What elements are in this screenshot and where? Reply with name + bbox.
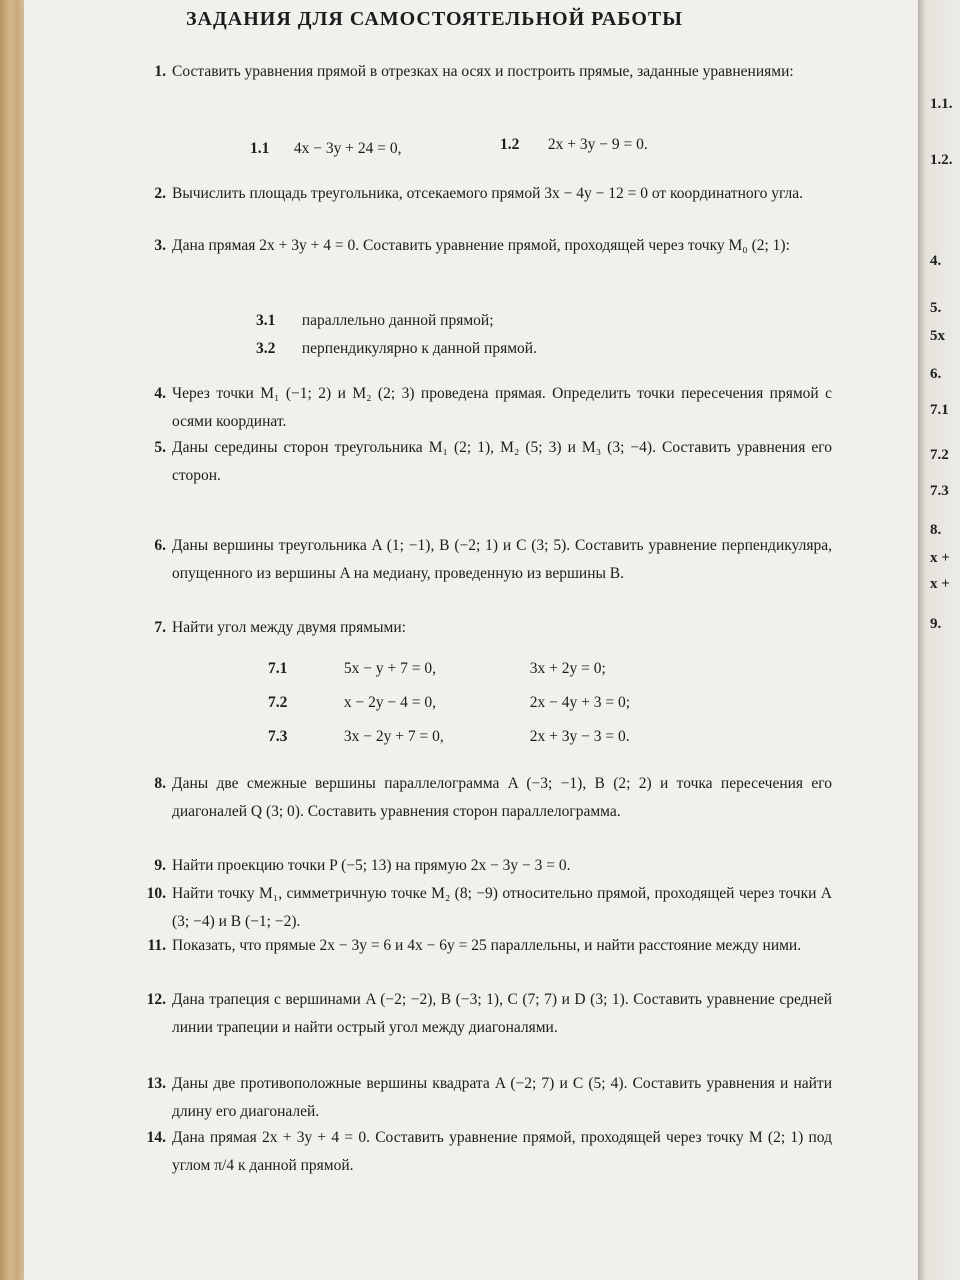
subitem-text: перпендикулярно к данной прямой. (301, 340, 537, 357)
exercise-number: 1. (154, 63, 166, 80)
adjacent-page-fragment: 8. (930, 522, 942, 538)
exercise-text: Дана прямая 2x + 3y + 4 = 0. Составить уравнение прямой, проходящей через точку M (2; 1) под углом π/4 к данной прямой. (172, 1129, 832, 1174)
adjacent-page-fragment: 5. (930, 300, 942, 316)
exercise-number: 5. (154, 439, 166, 456)
adjacent-page-fragment: 7.3 (930, 483, 949, 499)
exercise-number: 7. (154, 619, 166, 636)
subitem-label: 1.2 (500, 136, 520, 153)
adjacent-page-fragment: 7.2 (930, 447, 949, 463)
subitem-7-2 (268, 694, 630, 712)
equation: x − 2y − 4 = 0, (343, 694, 436, 711)
exercise-text: Найти проекцию точки P (−5; 13) на прямую 2x − 3y − 3 = 0. (172, 857, 571, 874)
subitem-label: 7.3 (268, 728, 288, 745)
subitem-3-1 (256, 312, 494, 330)
adjacent-page-fragment: 1.2. (930, 152, 953, 168)
exercise-text: Даны середины сторон треугольника M₁ (2; 1), M₂ (5; 3) и M₃ (3; −4). Составить уравнения его сторон. (172, 439, 832, 484)
exercise-number: 4. (154, 385, 166, 402)
subitem-label: 3.2 (256, 340, 276, 357)
exercise-number: 10. (146, 885, 166, 902)
exercise-11 (132, 932, 832, 960)
exercise-text: Даны две смежные вершины параллелограмма A (−3; −1), B (2; 2) и точка пересечения его диагоналей Q (3; 0). Составить уравнения сторон параллелограмма. (172, 775, 832, 820)
exercise-text: Даны две противоположные вершины квадрата A (−2; 7) и C (5; 4). Составить уравнения и найти длину его диагоналей. (172, 1075, 832, 1120)
equation: 2x + 3y − 9 = 0. (547, 136, 648, 153)
adjacent-page-fragment: 1.1. (930, 96, 953, 112)
adjacent-page-fragment: 6. (930, 366, 942, 382)
subitem-label: 7.1 (268, 660, 288, 677)
exercise-5 (132, 434, 832, 490)
subitem-label: 1.1 (250, 140, 270, 157)
subitem-3-2 (256, 340, 537, 358)
exercise-number: 8. (154, 775, 166, 792)
page-title: ЗАДАНИЯ ДЛЯ САМОСТОЯТЕЛЬНОЙ РАБОТЫ (186, 8, 683, 30)
adjacent-page-fragment: 4. (930, 253, 942, 269)
exercise-8 (132, 770, 832, 826)
subitem-text: параллельно данной прямой; (301, 312, 494, 329)
exercise-3 (132, 232, 832, 260)
subitem-1-2 (500, 136, 648, 154)
subitem-label: 7.2 (268, 694, 288, 711)
exercise-7 (132, 614, 832, 642)
exercise-12 (132, 986, 832, 1042)
adjacent-page-fragment: 5x (930, 328, 945, 344)
exercise-text: Через точки M₁ (−1; 2) и M₂ (2; 3) проведена прямая. Определить точки пересечения прямой с осями координат. (172, 385, 832, 430)
subitem-1-1 (250, 140, 401, 158)
exercise-4 (132, 380, 832, 436)
equation: 3x − 2y + 7 = 0, (343, 728, 444, 745)
equation: 4x − 3y + 24 = 0, (293, 140, 402, 157)
exercise-1 (132, 58, 832, 86)
adjacent-page-strip (918, 0, 960, 1280)
subitem-label: 3.1 (256, 312, 276, 329)
exercise-9 (132, 852, 832, 880)
exercise-text: Показать, что прямые 2x − 3y = 6 и 4x − 6y = 25 параллельны, и найти расстояние между ними. (172, 937, 802, 954)
exercise-text: Дана прямая 2x + 3y + 4 = 0. Составить уравнение прямой, проходящей через точку M₀ (2; 1): (172, 237, 790, 254)
exercise-10 (132, 880, 832, 936)
exercise-number: 2. (154, 185, 166, 202)
adjacent-page-fragment: 9. (930, 616, 942, 632)
exercise-2 (132, 180, 832, 208)
exercise-number: 13. (146, 1075, 166, 1092)
exercise-6 (132, 532, 832, 588)
equation: 2x + 3y − 3 = 0. (529, 728, 630, 745)
exercise-text: Составить уравнения прямой в отрезках на осях и построить прямые, заданные уравнениями: (172, 63, 794, 80)
subitem-7-1 (268, 660, 606, 678)
exercise-text: Найти угол между двумя прямыми: (172, 619, 406, 636)
exercise-number: 6. (154, 537, 166, 554)
exercise-14 (132, 1124, 832, 1180)
exercise-text: Найти точку M₁, симметричную точке M₂ (8; −9) относительно прямой, проходящей через точки A (3; −4) и B (−1; −2). (172, 885, 832, 930)
adjacent-page-fragment: 7.1 (930, 402, 949, 418)
exercise-number: 11. (147, 937, 166, 954)
equation: 2x − 4y + 3 = 0; (529, 694, 631, 711)
equation: 3x + 2y = 0; (529, 660, 606, 677)
exercise-text: Даны вершины треугольника A (1; −1), B (−2; 1) и C (3; 5). Составить уравнение перпендикуляра, опущенного из вершины A на медиану, проведенную из вершины B. (172, 537, 832, 582)
exercise-number: 12. (146, 991, 166, 1008)
exercise-number: 14. (146, 1129, 166, 1146)
subitem-7-3 (268, 728, 630, 746)
exercise-number: 3. (154, 237, 166, 254)
adjacent-page-fragment: x + (930, 576, 950, 592)
exercise-13 (132, 1070, 832, 1126)
equation: 5x − y + 7 = 0, (343, 660, 436, 677)
exercise-number: 9. (154, 857, 166, 874)
adjacent-page-fragment: x + (930, 550, 950, 566)
exercise-text: Вычислить площадь треугольника, отсекаемого прямой 3x − 4y − 12 = 0 от координатного угла. (172, 185, 804, 202)
exercise-text: Дана трапеция с вершинами A (−2; −2), B (−3; 1), C (7; 7) и D (3; 1). Составить уравнение средней линии трапеции и найти острый угол между диагоналями. (172, 991, 832, 1036)
